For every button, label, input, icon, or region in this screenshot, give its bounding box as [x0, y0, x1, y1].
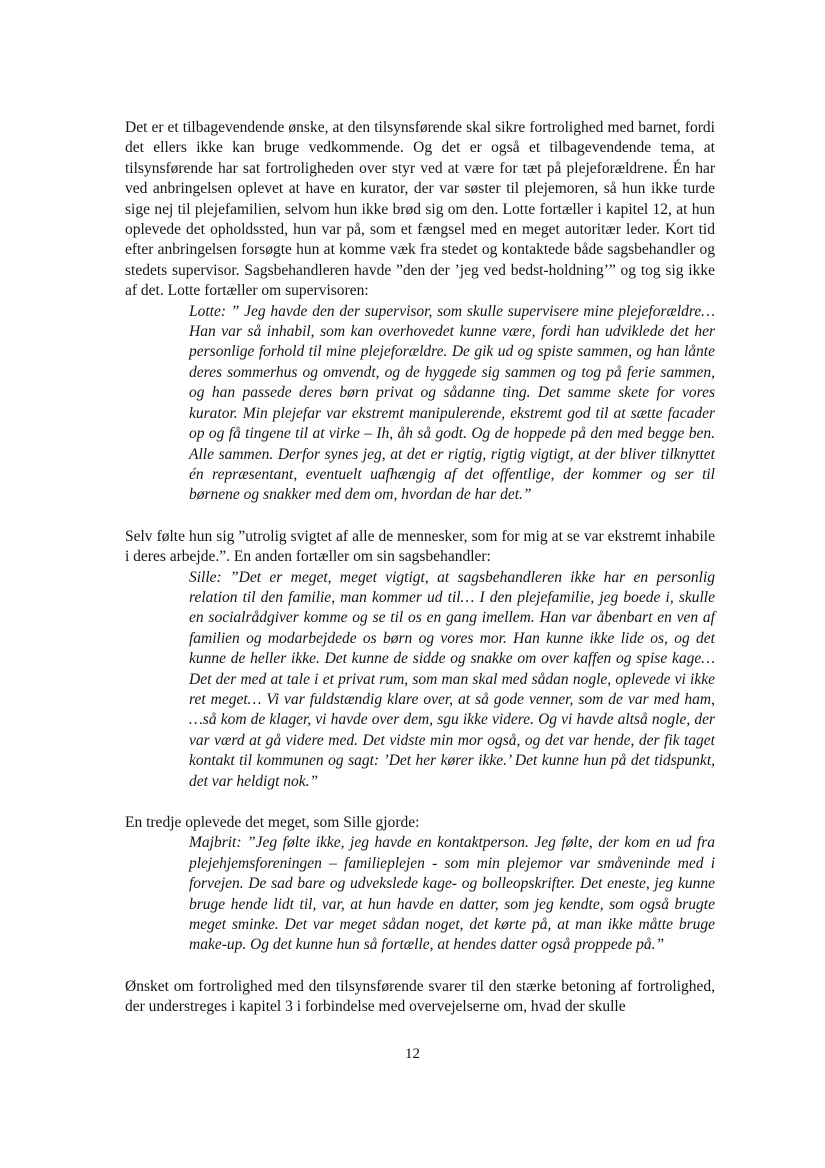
- paragraph-intro: Det er et tilbagevendende ønske, at den tilsynsførende skal sikre fortrolighed med barnet, fordi det ellers ikke kan bruge vedkommende. Og det er også et tilbagevendende tema, at tilsynsførende har sat fortroligheden over styr ved at være for tæt på plejeforældrene. Én har ved anbringelsen oplevet at have en kurator, der var søster til plejemoren, så hun ikke turde sige nej til plejefamilien, selvom hun ikke brød sig om den. Lotte fortæller i kapitel 12, at hun oplevede det opholdssted, hun var på, som et fængsel med en meget autoritær leder. Kort tid efter anbringelsen forsøgte hun at komme væk fra stedet og kontaktede både sagsbehandler og stedets supervisor. Sagsbehandleren havde ”den der ’jeg ved bedst-holdning’” og tog sig ikke af det. Lotte fortæller om supervisoren:: [125, 119, 715, 300]
- quote-lotte: Lotte: ” Jeg havde den der supervisor, som skulle supervisere mine plejeforældre… Han var så inhabil, som kan overhovedet kunne være, fordi han udviklede det her personlige forhold til mine plejeforældre. De gik ud og spiste sammen, og han lånte deres sommerhus og omvendt, og de hyggede sig sammen og tog på ferie sammen, og han passede deres børn privat og sådanne ting. Det samme skete for vores kurator. Min plejefar var ekstremt manipulerende, ekstremt god til at sætte facader op og få tingene til at virke – Ih, åh så godt. Og de hoppede på den med begge ben. Alle sammen. Derfor synes jeg, at det er rigtig, rigtig vigtigt, at der bliver tilknyttet én repræsentant, eventuelt uafhængig af det offentlige, der kommer og ser til børnene og snakker med dem om, hvordan de har det.”: [189, 302, 715, 504]
- text-block: [125, 118, 715, 1018]
- paragraph-closing: Ønsket om fortrolighed med den tilsynsførende svarer til den stærke betoning af fortrolighed, der understreges i kapitel 3 i forbindelse med overvejelserne om, hvad der skulle: [125, 977, 715, 1016]
- quote-majbrit: Majbrit: ”Jeg følte ikke, jeg havde en kontaktperson. Jeg følte, der kom en ud fra plejehjemsforeningen – familieplejen - som min plejemor var småveninde med i forvejen. De sad bare og udvekslede kage- og bolleopskrifter. Det eneste, jeg kunne bruge hende lidt til, var, at hun havde en datter, som jeg kendte, som også brugte meget sminke. Det var meget sådan noget, det kørte på, at man ikke måtte bruge make-up. Og det kunne hun så fortælle, at hendes datter også proppede på.”: [189, 834, 715, 954]
- quote-sille: Sille: ”Det er meget, meget vigtigt, at sagsbehandleren ikke har en personlig relation til den familie, man kommer ud til… I den plejefamilie, jeg boede i, skulle en socialrådgiver komme og se til os en gang imellem. Han var åbenbart en ven af familien og modarbejdede os børn og vores mor. Han kunne ikke lide os, og det kunne de heller ikke. Det kunne de sidde og snakke om over kaffen og spise kage… Det der med at tale i et privat rum, som man skal med sådan nogle, oplevede vi ikke ret meget… Vi var fuldstændig klare over, at så gode venner, som de var med ham, …så kom de klager, vi havde over dem, sgu ikke videre. Og vi havde altså nogle, der var værd at gå videre med. Det vidste min mor også, og det var hende, der fik taget kontakt til kommunen og sagt: ’Det her kører ikke.’ Det kunne hun på det tidspunkt, det var heldigt nok.”: [189, 568, 715, 790]
- paragraph-transition-1: Selv følte hun sig ”utrolig svigtet af alle de mennesker, som for mig at se var ekstremt inhabile i deres arbejde.”. En anden fortæller om sin sagsbehandler:: [125, 527, 715, 566]
- page-number: 12: [405, 1046, 420, 1062]
- paragraph-transition-2: En tredje oplevede det meget, som Sille gjorde:: [125, 814, 420, 831]
